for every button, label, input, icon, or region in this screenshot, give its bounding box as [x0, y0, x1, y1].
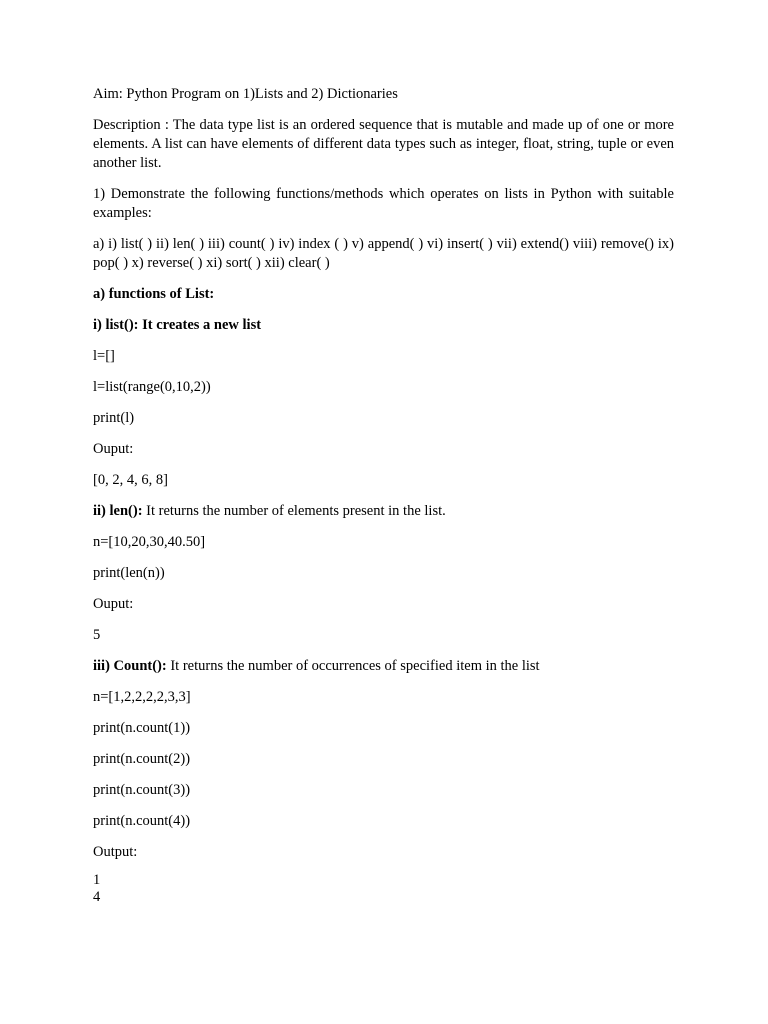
document-page — [93, 85, 674, 906]
len-fn-output-label: Ouput: — [93, 596, 134, 612]
count-fn-code-line: print(n.count(4)) — [93, 813, 191, 829]
count-fn-code-line: n=[1,2,2,2,2,3,3] — [93, 689, 191, 705]
count-fn-output-line: 1 — [93, 872, 101, 888]
len-fn-code-line: n=[10,20,30,40.50] — [93, 534, 206, 550]
len-fn-heading-text: It returns the number of elements present in the list. — [142, 503, 446, 519]
count-fn-code-line: print(n.count(3)) — [93, 782, 191, 798]
section-heading: a) functions of List: — [93, 286, 215, 302]
list-fn-output: [0, 2, 4, 6, 8] — [93, 472, 168, 488]
list-fn-code-line: l=[] — [93, 348, 115, 364]
list-fn-heading: i) list(): It creates a new list — [93, 317, 262, 333]
count-fn-heading-text: It returns the number of occurrences of specified item in the list — [166, 658, 540, 674]
list-fn-output-label: Ouput: — [93, 441, 134, 457]
len-fn-heading — [93, 502, 674, 521]
count-fn-heading-bold: iii) Count(): — [93, 658, 167, 674]
len-fn-heading-bold: ii) len(): — [93, 503, 143, 519]
count-fn-output-line: 4 — [93, 889, 101, 905]
aim-line: Aim: Python Program on 1)Lists and 2) Dictionaries — [93, 86, 398, 102]
count-fn-heading — [93, 657, 674, 676]
methods-list-paragraph: a) i) list( ) ii) len( ) iii) count( ) iv) index ( ) v) append( ) vi) insert( ) vii) extend() viii) remove() ix) pop( ) x) reverse( ) xi) sort( ) xii) clear( ) — [93, 236, 674, 271]
list-fn-code-line: l=list(range(0,10,2)) — [93, 379, 211, 395]
list-fn-code-line: print(l) — [93, 410, 135, 426]
len-fn-code-line: print(len(n)) — [93, 565, 165, 581]
count-fn-code-line: print(n.count(2)) — [93, 751, 191, 767]
count-fn-output-label: Output: — [93, 844, 138, 860]
len-fn-output: 5 — [93, 627, 101, 643]
task-paragraph: 1) Demonstrate the following functions/methods which operates on lists in Python with suitable examples: — [93, 186, 674, 221]
count-fn-output-block — [93, 872, 674, 906]
description-paragraph: Description : The data type list is an ordered sequence that is mutable and made up of one or more elements. A list can have elements of different data types such as integer, float, string, tuple or even another list. — [93, 117, 674, 171]
count-fn-code-line: print(n.count(1)) — [93, 720, 191, 736]
